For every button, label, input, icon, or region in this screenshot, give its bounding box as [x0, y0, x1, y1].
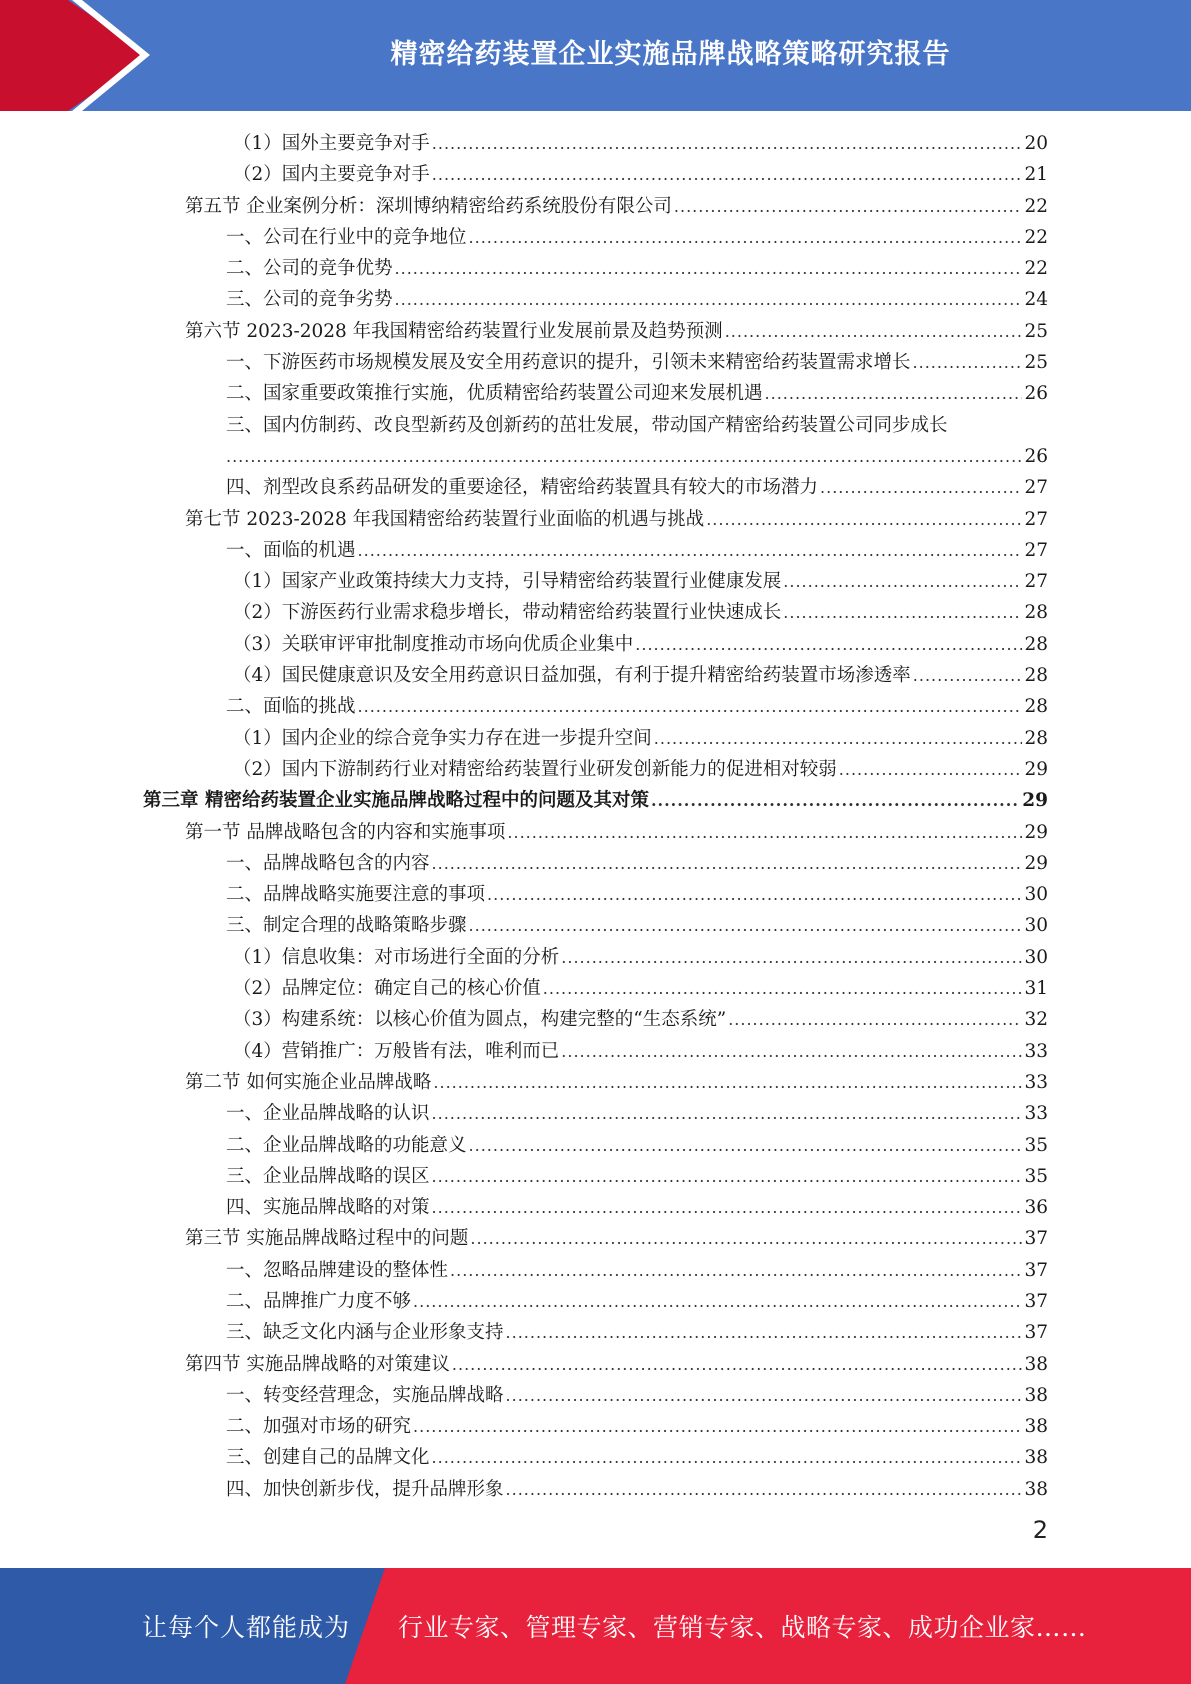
toc-page-number: 29 [1024, 852, 1048, 874]
toc-entry-title: 第五节 企业案例分析：深圳博纳精密给药系统股份有限公司 [185, 195, 672, 217]
toc-page-number: 35 [1024, 1134, 1048, 1156]
toc-entry[interactable] [0, 1317, 1191, 1348]
toc-dot-leader [395, 284, 1023, 315]
toc-page-number: 21 [1024, 164, 1048, 186]
toc-entry-title: 三、创建自己的品牌文化 [226, 1447, 430, 1469]
toc-entry-title: 二、品牌战略实施要注意的事项 [226, 884, 486, 906]
toc-entry-title: （3）构建系统：以核心价值为圆点，构建完整的“生态系统” [233, 1009, 727, 1031]
toc-dot-leader [651, 785, 1020, 816]
toc-entry-title: 第一节 品牌战略包含的内容和实施事项 [185, 821, 506, 843]
page-header [0, 0, 1191, 111]
toc-page-number: 20 [1024, 133, 1048, 154]
toc-entry-title: （1）国家产业政策持续大力支持，引导精密给药装置行业健康发展 [233, 571, 782, 593]
toc-entry[interactable] [0, 253, 1191, 284]
toc-page-number: 33 [1024, 1071, 1048, 1093]
toc-dot-leader [450, 1255, 1022, 1286]
toc-entry[interactable] [0, 1161, 1191, 1192]
toc-dot-leader [506, 1474, 1023, 1505]
toc-entry[interactable] [0, 973, 1191, 1004]
toc-dot-leader [706, 504, 1022, 535]
toc-entry[interactable] [0, 1442, 1191, 1473]
toc-page-number: 27 [1024, 508, 1048, 530]
toc-page-number: 28 [1024, 665, 1048, 687]
toc-entry[interactable] [0, 691, 1191, 722]
toc-page-number: 37 [1024, 1290, 1048, 1312]
toc-entry[interactable] [0, 191, 1191, 222]
toc-entry[interactable] [0, 566, 1191, 597]
toc-entry-title: （1）国内企业的综合竞争实力存在进一步提升空间 [233, 727, 652, 749]
toc-entry[interactable] [0, 410, 1191, 441]
toc-entry[interactable] [0, 1255, 1191, 1286]
toc-entry[interactable] [0, 660, 1191, 691]
toc-page-number: 25 [1024, 320, 1048, 342]
header-red-arrow [0, 0, 150, 111]
toc-entry-title: 三、缺乏文化内涵与企业形象支持 [226, 1322, 504, 1344]
footer-slogan-right: 行业专家、管理专家、营销专家、战略专家、成功企业家…… [398, 1613, 1087, 1642]
toc-entry[interactable] [0, 1380, 1191, 1411]
toc-entry-title: （2）国内下游制药行业对精密给药装置行业研发创新能力的促进相对较弱 [233, 758, 837, 780]
toc-page-number: 38 [1024, 1416, 1048, 1438]
toc-dot-leader [783, 566, 1022, 597]
toc-entry-title: （4）营销推广：万般皆有法，唯利而已 [233, 1040, 560, 1062]
toc-page-number: 30 [1024, 946, 1048, 968]
toc-entry-title: 二、品牌推广力度不够 [226, 1290, 412, 1312]
toc-page-number: 29 [1024, 758, 1048, 780]
toc-dot-leader [469, 910, 1023, 941]
toc-dot-leader [470, 1223, 1022, 1254]
report-title: 精密给药装置企业实施品牌战略策略研究报告 [390, 38, 951, 70]
toc-entry-title: 一、企业品牌战略的认识 [226, 1103, 430, 1125]
toc-entry-title: 二、面临的挑战 [226, 696, 356, 718]
toc-dot-leader [913, 347, 1023, 378]
toc-dot-leader [452, 1349, 1023, 1380]
toc-dot-leader [654, 723, 1023, 754]
toc-dot-leader [432, 1098, 1023, 1129]
toc-entry-title: 二、企业品牌战略的功能意义 [226, 1134, 467, 1156]
toc-page-number: 27 [1024, 477, 1048, 499]
toc-dot-leader [506, 1380, 1023, 1411]
toc-page-number: 26 [1024, 445, 1048, 467]
toc-page-number: 37 [1024, 1228, 1048, 1250]
toc-entry-title: 二、公司的竞争优势 [226, 258, 393, 280]
toc-dot-leader [226, 441, 1022, 472]
toc-page-number: 38 [1024, 1478, 1048, 1500]
toc-page-number: 25 [1024, 352, 1048, 374]
toc-dot-leader [783, 597, 1022, 628]
toc-entry-title: 一、公司在行业中的竞争地位 [226, 226, 467, 248]
toc-dot-leader [561, 1036, 1022, 1067]
toc-entry[interactable] [0, 441, 1191, 472]
toc-entry-title: 第三章 精密给药装置企业实施品牌战略过程中的问题及其对策 [143, 790, 649, 812]
toc-dot-leader [432, 128, 1023, 159]
toc-dot-leader [413, 1286, 1022, 1317]
toc-dot-leader [358, 691, 1023, 722]
toc-dot-leader [507, 817, 1022, 848]
toc-page-number: 22 [1024, 195, 1048, 217]
toc-dot-leader [469, 222, 1023, 253]
toc-entry-title: 一、下游医药市场规模发展及安全用药意识的提升，引领未来精密给药装置需求增长 [226, 352, 911, 374]
toc-entry[interactable] [0, 535, 1191, 566]
toc-entry[interactable] [0, 1098, 1191, 1129]
toc-dot-leader [413, 1411, 1022, 1442]
toc-entry-title: 三、企业品牌战略的误区 [226, 1165, 430, 1187]
toc-page-number: 33 [1024, 1040, 1048, 1062]
toc-entry[interactable] [0, 942, 1191, 973]
toc-dot-leader [728, 1004, 1022, 1035]
toc-entry[interactable] [0, 817, 1191, 848]
toc-page-number: 37 [1024, 1259, 1048, 1281]
toc-entry-title: 第四节 实施品牌战略的对策建议 [185, 1353, 450, 1375]
toc-entry-title: 第三节 实施品牌战略过程中的问题 [185, 1228, 469, 1250]
toc-page-number: 38 [1024, 1384, 1048, 1406]
toc-entry[interactable] [0, 597, 1191, 628]
toc-entry-title: 一、品牌战略包含的内容 [226, 852, 430, 874]
toc-entry[interactable] [0, 1349, 1191, 1380]
footer-slogan-left: 让每个人都能成为 [142, 1613, 351, 1642]
toc-page-number: 30 [1024, 884, 1048, 906]
toc-entry-title: 一、转变经营理念，实施品牌战略 [226, 1384, 504, 1406]
toc-entry[interactable] [0, 284, 1191, 315]
toc-entry-title: （3）关联审评审批制度推动市场向优质企业集中 [233, 633, 634, 655]
toc-entry-title: 一、忽略品牌建设的整体性 [226, 1259, 449, 1281]
toc-entry-title: 四、加快创新步伐，提升品牌形象 [226, 1478, 504, 1500]
toc-entry-title: （4）国民健康意识及安全用药意识日益加强，有利于提升精密给药装置市场渗透率 [233, 665, 911, 687]
toc-page-number: 28 [1024, 727, 1048, 749]
toc-entry-title: 三、公司的竞争劣势 [226, 289, 393, 311]
toc-dot-leader [820, 472, 1022, 503]
toc-entry[interactable] [0, 347, 1191, 378]
toc-page-number: 27 [1024, 571, 1048, 593]
toc-dot-leader [543, 973, 1023, 1004]
toc-entry[interactable] [0, 1036, 1191, 1067]
toc-page-number: 37 [1024, 1322, 1048, 1344]
toc-entry[interactable] [0, 1223, 1191, 1254]
toc-page-number: 28 [1024, 602, 1048, 624]
toc-page-number: 38 [1024, 1447, 1048, 1469]
toc-entry-title: （2）品牌定位：确定自己的核心价值 [233, 978, 541, 1000]
toc-page-number: 31 [1024, 978, 1048, 1000]
toc-dot-leader [765, 378, 1023, 409]
toc-entry[interactable] [0, 316, 1191, 347]
toc-entry[interactable] [0, 1411, 1191, 1442]
toc-entry[interactable] [0, 1286, 1191, 1317]
toc-page-number: 27 [1024, 539, 1048, 561]
toc-page-number: 38 [1024, 1353, 1048, 1375]
toc-dot-leader [395, 253, 1023, 284]
toc-entry-title: 四、剂型改良系药品研发的重要途径，精密给药装置具有较大的市场潜力 [226, 477, 819, 499]
page-footer [0, 1568, 1191, 1684]
toc-entry-title: 第二节 如何实施企业品牌战略 [185, 1071, 432, 1093]
table-of-contents [0, 128, 1191, 1505]
toc-dot-leader [432, 1161, 1023, 1192]
toc-entry[interactable] [0, 1474, 1191, 1505]
toc-page-number: 28 [1024, 696, 1048, 718]
toc-page-number: 22 [1024, 226, 1048, 248]
toc-page-number: 35 [1024, 1165, 1048, 1187]
toc-entry[interactable] [0, 910, 1191, 941]
toc-entry-title: 三、国内仿制药、改良型新药及创新药的茁壮发展，带动国产精密给药装置公司同步成长 [226, 414, 948, 436]
toc-entry-title: 四、实施品牌战略的对策 [226, 1197, 430, 1219]
toc-entry-title: 第六节 2023-2028 年我国精密给药装置行业发展前景及趋势预测 [185, 320, 723, 342]
toc-dot-leader [506, 1317, 1023, 1348]
toc-entry[interactable] [0, 472, 1191, 503]
toc-page-number: 32 [1024, 1009, 1048, 1031]
toc-dot-leader [839, 754, 1023, 785]
toc-page-number: 26 [1024, 383, 1048, 405]
toc-dot-leader [674, 191, 1023, 222]
toc-entry-title: 一、面临的机遇 [226, 539, 356, 561]
toc-dot-leader [561, 942, 1022, 973]
toc-entry[interactable] [0, 159, 1191, 190]
toc-dot-leader [358, 535, 1023, 566]
toc-entry-title: （2）下游医药行业需求稳步增长，带动精密给药装置行业快速成长 [233, 602, 782, 624]
toc-entry[interactable] [0, 723, 1191, 754]
toc-entry[interactable] [0, 1004, 1191, 1035]
toc-entry[interactable] [0, 222, 1191, 253]
toc-entry[interactable] [0, 1067, 1191, 1098]
toc-entry[interactable] [0, 378, 1191, 409]
toc-entry[interactable] [0, 1130, 1191, 1161]
toc-page-number: 30 [1024, 915, 1048, 937]
toc-entry-title: 三、制定合理的战略策略步骤 [226, 915, 467, 937]
toc-entry[interactable] [0, 879, 1191, 910]
toc-dot-leader [432, 848, 1023, 879]
toc-entry-title: 第七节 2023-2028 年我国精密给药装置行业面临的机遇与挑战 [185, 508, 705, 530]
toc-entry[interactable] [0, 504, 1191, 535]
toc-entry-title: （1）信息收集：对市场进行全面的分析 [233, 946, 560, 968]
toc-entry-title: 二、国家重要政策推行实施，优质精密给药装置公司迎来发展机遇 [226, 383, 763, 405]
toc-entry[interactable] [0, 848, 1191, 879]
toc-entry[interactable] [0, 629, 1191, 660]
toc-entry[interactable] [0, 1192, 1191, 1223]
toc-page-number: 33 [1024, 1103, 1048, 1125]
toc-entry-title: （2）国内主要竞争对手 [233, 164, 430, 186]
toc-dot-leader [635, 629, 1022, 660]
toc-dot-leader [433, 1067, 1022, 1098]
toc-entry[interactable] [0, 128, 1191, 159]
toc-page-number: 28 [1024, 633, 1048, 655]
toc-entry-title: （1）国外主要竞争对手 [233, 133, 430, 154]
toc-page-number: 36 [1024, 1197, 1048, 1219]
toc-dot-leader [432, 159, 1023, 190]
toc-page-number: 29 [1024, 821, 1048, 843]
toc-entry[interactable] [0, 785, 1191, 816]
toc-dot-leader [432, 1442, 1023, 1473]
toc-page-number: 29 [1022, 790, 1048, 812]
toc-page-number: 22 [1024, 258, 1048, 280]
toc-page-number: 24 [1024, 289, 1048, 311]
toc-dot-leader [469, 1130, 1023, 1161]
toc-dot-leader [725, 316, 1023, 347]
toc-dot-leader [487, 879, 1022, 910]
toc-dot-leader [913, 660, 1023, 691]
toc-entry[interactable] [0, 754, 1191, 785]
toc-entry-title: 二、加强对市场的研究 [226, 1416, 412, 1438]
page-number: 2 [1032, 1516, 1048, 1544]
toc-dot-leader [432, 1192, 1023, 1223]
